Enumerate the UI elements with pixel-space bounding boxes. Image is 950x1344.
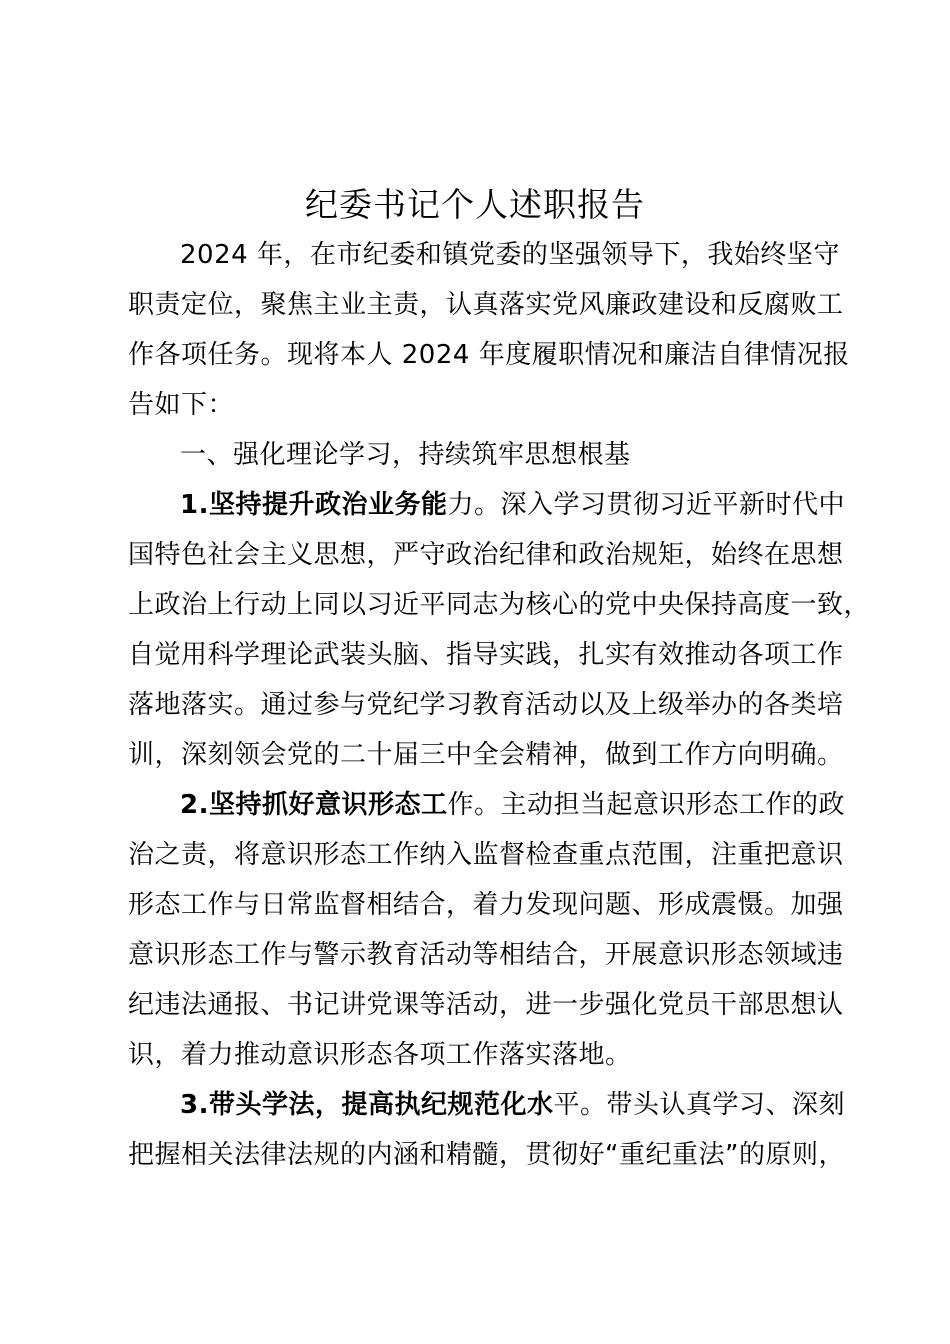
paragraph-item-3 xyxy=(128,1080,853,1180)
document-title: 纪委书记个人述职报告 xyxy=(305,185,645,224)
text-line: 治之责，将意识形态工作纳入监督检查重点范围，注重把意识 xyxy=(128,840,844,870)
paragraph-text: 力。深入学习贯彻习近平新时代中 xyxy=(447,490,845,520)
text-line xyxy=(128,780,853,830)
text-line: 职责定位，聚焦主业主责，认真落实党风廉政建设和反腐败工 xyxy=(128,290,844,320)
text-line: 自觉用科学理论武装头脑、指导实践，扎实有效推动各项工作 xyxy=(128,640,844,670)
text-line: 意识形态工作与警示教育活动等相结合，开展意识形态领域违 xyxy=(128,940,844,970)
text-line: 2024 年，在市纪委和镇党委的坚强领导下，我始终坚守 xyxy=(180,240,840,270)
paragraph-item-1 xyxy=(128,480,871,780)
text-line: 纪违法通报、书记讲党课等活动，进一步强化党员干部思想认 xyxy=(128,990,844,1020)
paragraph-item-2 xyxy=(128,780,853,1080)
text-line: 识，着力推动意识形态各项工作落实落地。 xyxy=(128,1040,632,1070)
paragraph-lead: 3.带头学法，提高执纪规范化水 xyxy=(180,1090,554,1120)
paragraph-lead: 2.坚持抓好意识形态工 xyxy=(180,790,448,820)
text-line xyxy=(128,1080,853,1130)
text-line: 形态工作与日常监督相结合，着力发现问题、形成震慑。加强 xyxy=(128,890,844,920)
paragraph-text: 平。带头认真学习、深刻 xyxy=(553,1090,845,1120)
text-line: 落地落实。通过参与党纪学习教育活动以及上级举办的各类培 xyxy=(128,690,844,720)
text-line: 作各项任务。现将本人 2024 年度履职情况和廉洁自律情况报 xyxy=(128,340,850,370)
section-heading xyxy=(128,430,853,480)
text-line: 上政治上行动上同以习近平同志为核心的党中央保持高度一致， xyxy=(128,590,871,620)
text-line xyxy=(128,480,853,530)
paragraph-intro xyxy=(128,230,853,430)
paragraph-lead: 1.坚持提升政治业务能 xyxy=(180,490,448,520)
text-line: 国特色社会主义思想，严守政治纪律和政治规矩，始终在思想 xyxy=(128,540,844,570)
text-line: 把握相关法律法规的内涵和精髓，贯彻好“重纪重法”的原则， xyxy=(128,1140,845,1170)
text-line: 训，深刻领会党的二十届三中全会精神，做到工作方向明确。 xyxy=(128,740,844,770)
section-heading-text: 一、强化理论学习，持续筑牢思想根基 xyxy=(180,440,631,470)
text-line: 告如下： xyxy=(128,390,235,420)
document-body xyxy=(128,230,871,1180)
paragraph-text: 作。主动担当起意识形态工作的政 xyxy=(447,790,845,820)
